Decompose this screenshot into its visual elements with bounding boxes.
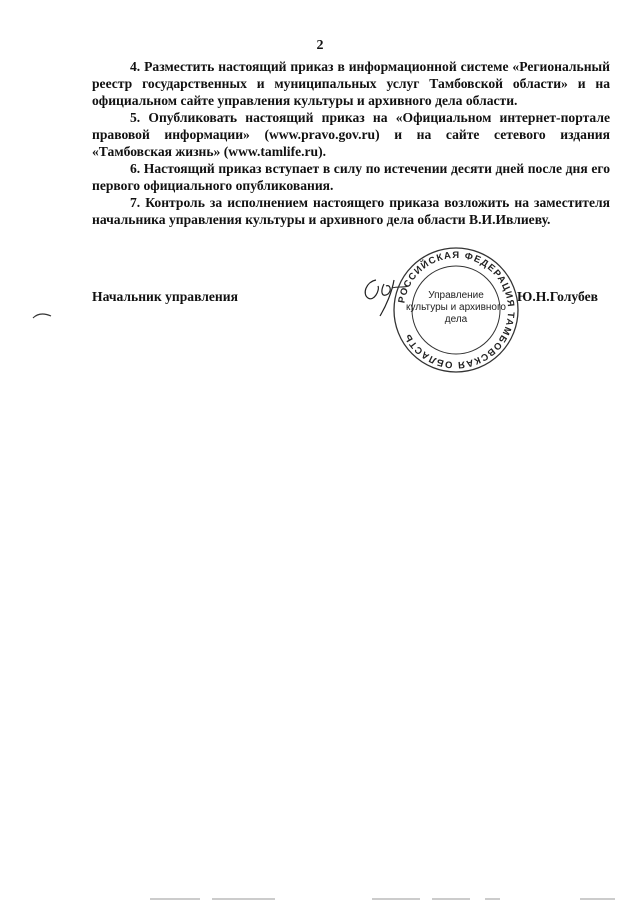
signer-position: Начальник управления: [92, 289, 238, 304]
paragraph-4: 4. Разместить настоящий приказ в информационной системе «Региональный реестр государственных и муниципальных услуг Тамбовской области» и на официальном сайте управления культуры и архивного дела области.: [92, 59, 610, 108]
page-number: 2: [316, 38, 324, 53]
seal-center-line-1: Управление: [428, 290, 484, 301]
margin-mark: [32, 312, 52, 320]
seal-ring-text: РОССИЙСКАЯ ФЕДЕРАЦИЯ ТАМБОВСКАЯ ОБЛАСТЬ: [396, 249, 517, 371]
paragraph-7: 7. Контроль за исполнением настоящего приказа возложить на заместителя начальника управления культуры и архивного дела области В.И.Ивлиеву.: [92, 195, 610, 227]
seal-center-line-2: культуры и архивного: [406, 302, 506, 313]
seal-center-text: [400, 290, 512, 326]
paragraph-5: 5. Опубликовать настоящий приказ на «Официальном интернет-портале правовой информации» (www.pravo.gov.ru) и на сайте сетевого издания «Тамбовская жизнь» (www.tamlife.ru).: [92, 110, 610, 159]
signer-name: Ю.Н.Голубев: [517, 289, 598, 304]
document-body: [92, 58, 610, 228]
scan-artifact-line: [0, 896, 640, 902]
paragraph-6: 6. Настоящий приказ вступает в силу по истечении десяти дней после дня его первого официального опубликования.: [92, 161, 610, 193]
seal-center-line-3: дела: [444, 314, 468, 325]
signature-block: [92, 289, 610, 309]
